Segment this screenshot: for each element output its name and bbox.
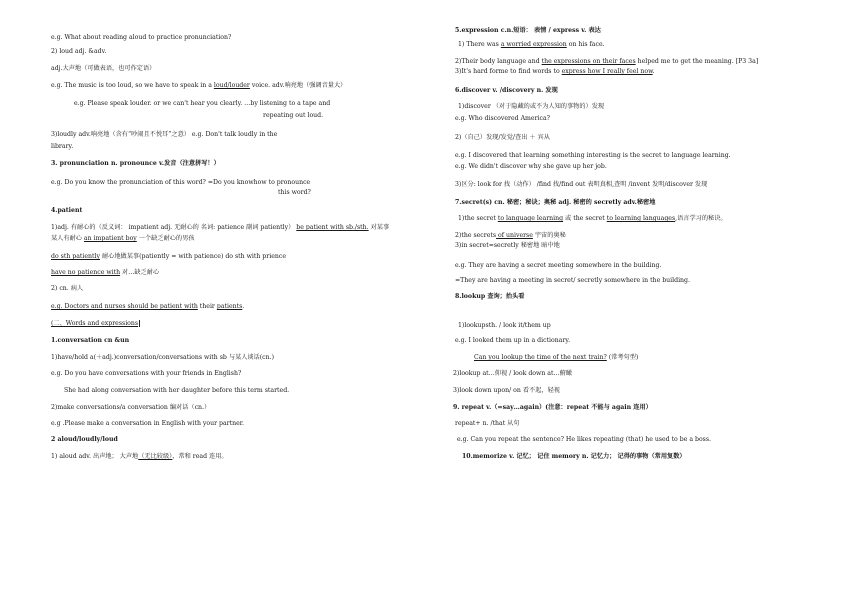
text-line: e.g. We didn't discover why she gave up her job.: [455, 163, 607, 170]
text-line: repeating out loud.: [263, 112, 324, 119]
text-line: 3)look down upon/ on 看不起，轻视: [453, 387, 560, 394]
section-heading: 8.lookup 查询；抬头看: [455, 293, 525, 300]
text-line: 3)loudly adv.响亮地（含有“吵闹且不悦耳”之意） e.g. Don't talk loudly in the: [51, 131, 278, 138]
section-heading: 10.memorize v. 记忆； 记住 memory n. 记忆力； 记得的事物（常用复数）: [462, 453, 686, 460]
text-line: 2)lookup at…仰视 / look down at…俯瞰: [453, 370, 573, 377]
text-line: 3)区分: look for 找（动作） /find 找/find out 表明真相,查明 /invent 发明/discover 发现: [455, 181, 708, 188]
text-line: 2)the secrets of universe 宇宙的奥秘: [455, 232, 566, 239]
text-line: 1) There was a worried expression on his face.: [458, 41, 605, 48]
text-line: this word?: [278, 189, 311, 196]
text-line: 3)in secret=secretly 秘密地 暗中地: [455, 242, 560, 249]
text-line: library.: [51, 143, 74, 150]
text-line: repeat+ n. /that 从句: [455, 420, 520, 427]
text-line: e.g. I discovered that learning something interesting is the secret to language learning.: [455, 152, 731, 159]
text-line: adj.大声地（可做表语，也可作定语）: [51, 65, 156, 72]
text-line: 1)lookupsth. / look it/them up: [458, 322, 551, 329]
section-heading: 6.discover v. /discovery n. 发现: [455, 87, 558, 94]
text-line: e.g. Do you have conversations with your friends in English?: [51, 370, 242, 377]
text-line: 3)It's hard forme to find words to express how I really feel now.: [455, 68, 655, 75]
text-line: e.g. They are having a secret meeting somewhere in the building.: [455, 262, 662, 269]
text-line: e.g. The music is too loud, so we have to speak in a loud/louder voice. adv.响亮地（强调音量大）: [51, 82, 347, 89]
text-line: e.g. Please speak louder. or we can't hear you clearly. …by listening to a tape and: [74, 100, 331, 107]
text-line: e.g. Do you know the pronunciation of this word? =Do you knowhow to pronounce: [51, 179, 311, 186]
text-line: 1)the secret to language learning 或 the secret to learning languages,语言学习的秘诀。: [458, 215, 727, 222]
text-line: do sth patiently 耐心地做某事(patiently = with patience) do sth with prience: [51, 253, 286, 260]
text-line: 2)（自己）发现/发觉/查出 ＋ 宾从: [455, 134, 550, 141]
text-line: 某人有耐心 an impatient boy 一个缺乏耐心的男孩: [51, 235, 195, 242]
section-heading: 2 aloud/loudly/loud: [51, 436, 118, 443]
text-line: 1) aloud adv. 出声地； 大声地（无比较级），常和 read 连用。: [51, 453, 228, 460]
text-line: Can you lookup the time of the next train? (常考句型): [474, 354, 639, 361]
text-line: e.g. Doctors and nurses should be patient with their patients.: [51, 303, 245, 310]
section-heading: 3. pronunciation n. pronounce v.发音（注意拼写！）: [51, 160, 220, 167]
text-line: e.g. Who discovered America?: [455, 115, 550, 122]
section-heading: 5.expression c.n.短语： 表情 / express v. 表达: [455, 27, 601, 34]
text-line: (二、Words and expressions: [51, 320, 139, 327]
text-line: e.g. Can you repeat the sentence? He likes repeating (that) he used to be a boss.: [457, 436, 711, 443]
text-line: =They are having a meeting in secret/ secretly somewhere in the building.: [455, 277, 690, 284]
text-line: She had along conversation with her daughter before this term started.: [64, 387, 290, 394]
text-line: e.g. What about reading aloud to practice pronunciation?: [51, 34, 232, 41]
section-heading: 7.secret(s) cn. 秘密；秘诀；奥秘 adj. 秘密的 secretly adv.秘密地: [455, 199, 656, 206]
text-line: 2)Their body language and the expressions on their faces helped me to get the meaning. [P3 3a]: [455, 58, 759, 65]
text-line: e.g .Please make a conversation in English with your partner.: [51, 420, 245, 427]
text-line: 1)discover （对于隐藏的或不为人知的事物的）发现: [458, 103, 605, 110]
section-heading: 4.patient: [51, 207, 83, 214]
text-line: e.g. I looked them up in a dictionary.: [455, 337, 571, 344]
text-line: 2) cn. 病人: [51, 285, 84, 292]
section-heading: 1.conversation cn &un: [51, 337, 130, 344]
text-line: have no patience with 对…缺乏耐心: [51, 269, 160, 276]
text-line: 2)make conversations/a conversation 编对话（cn.）: [51, 404, 211, 411]
section-heading: 9. repeat v.（=say…again）(注意：repeat 不能与 again 连用）: [453, 404, 652, 411]
text-line: 1)adj. 有耐心的（反义词： impatient adj. 无耐心的 名词: patience 副词 patiently） be patient with sb./sth. 对某事: [51, 224, 390, 231]
text-line: 2) loud adj. &adv.: [51, 48, 107, 55]
text-line: 1)have/hold a(＋adj.)conversation/conversations with sb 与某人谈话(cn.): [51, 354, 275, 361]
